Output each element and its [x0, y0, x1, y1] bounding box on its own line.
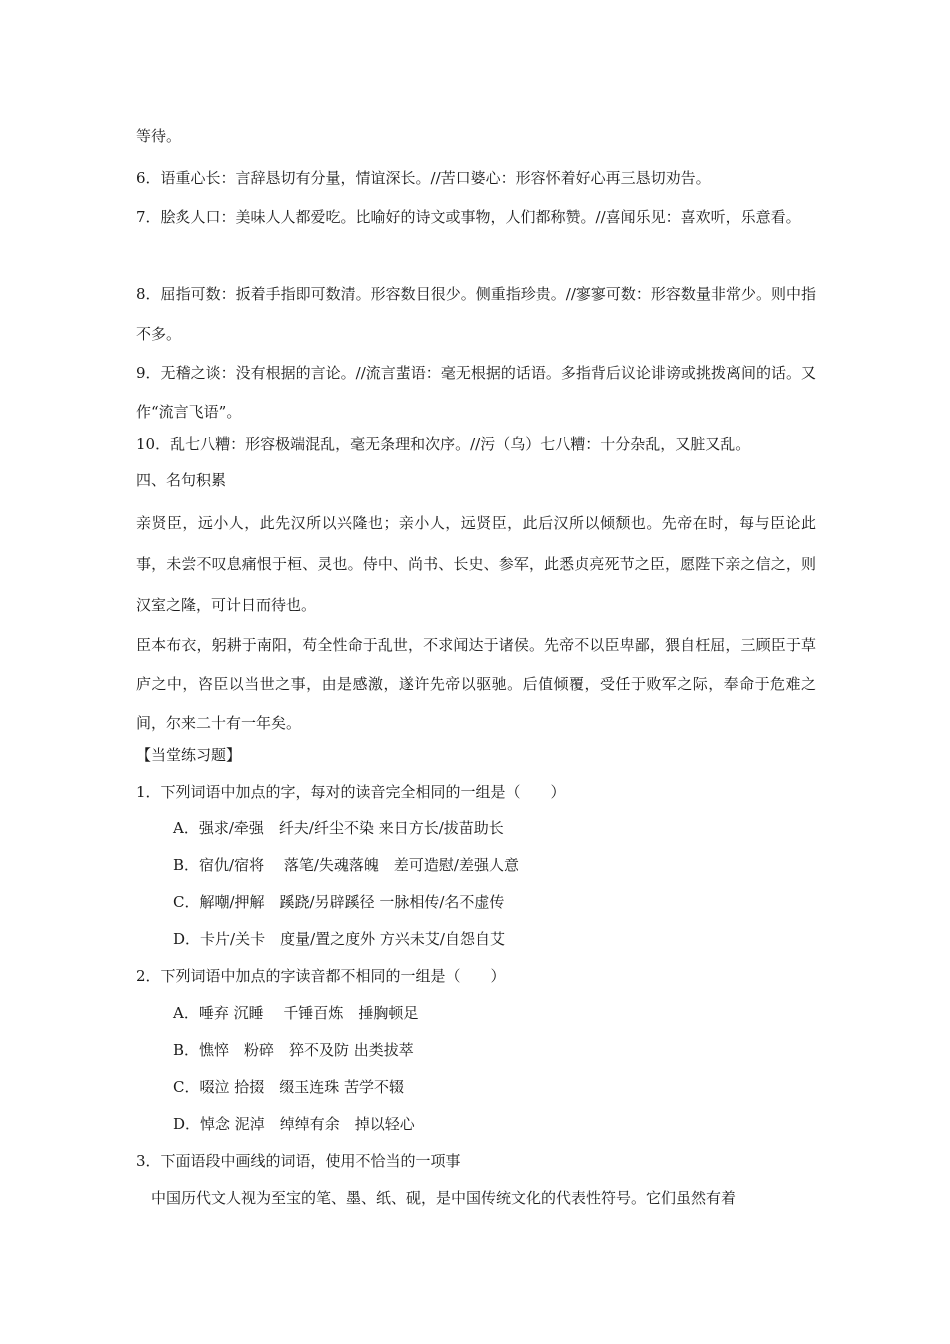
question-1-option-b: B．宿仇/宿将 落笔/失魂落魄 差可造慰/差强人意 [173, 856, 519, 874]
quote-paragraph-2: 臣本布衣，躬耕于南阳，苟全性命于乱世，不求闻达于诸侯。先帝不以臣卑鄙，猥自枉屈，三顾臣于草庐之中，咨臣以当世之事，由是感激，遂许先帝以驱驰。后值倾覆，受任于败军之际，奉命于危难之间，尔来二十有一年矣。 [136, 636, 816, 732]
question-1-option-d: D．卡片/关卡 度量/置之度外 方兴未艾/自怨自艾 [173, 930, 505, 948]
section-heading: 四、名句积累 [136, 471, 227, 489]
question-1-option-c: C．解嘲/押解 蹊跷/另辟蹊径 一脉相传/名不虚传 [173, 893, 505, 911]
question-1-stem: 1．下列词语中加点的字，每对的读音完全相同的一组是（ ） [136, 783, 566, 801]
question-2-option-a: A．唾弃 沉睡 千锤百炼 捶胸顿足 [173, 1004, 419, 1022]
idiom-item-10: 10．乱七八糟：形容极端混乱，毫无条理和次序。//污（乌）七八糟：十分杂乱，又脏又乱。 [136, 435, 751, 453]
document-page [136, 124, 816, 1216]
question-3-passage: 中国历代文人视为至宝的笔、墨、纸、砚，是中国传统文化的代表性符号。它们虽然有着 [151, 1189, 737, 1207]
idiom-item-7: 7．脍炙人口：美味人人都爱吃。比喻好的诗文或事物，人们都称赞。//喜闻乐见：喜欢听，乐意看。 [136, 208, 801, 226]
question-2-option-b: B．憔悴 粉碎 猝不及防 出类拔萃 [173, 1041, 414, 1059]
question-3-stem: 3．下面语段中画线的词语，使用不恰当的一项事 [136, 1152, 461, 1170]
question-2-stem: 2．下列词语中加点的字读音都不相同的一组是（ ） [136, 967, 506, 985]
idiom-item-9: 9．无稽之谈：没有根据的言论。//流言蜚语：毫无根据的话语。多指背后议论诽谤或挑拨离间的话。又作“流言飞语”。 [136, 364, 816, 421]
question-2-option-d: D．悼念 泥淖 绰绰有余 掉以轻心 [173, 1115, 415, 1133]
exercise-heading: 【当堂练习题】 [136, 746, 242, 764]
quote-paragraph-1: 亲贤臣，远小人，此先汉所以兴隆也；亲小人，远贤臣，此后汉所以倾颓也。先帝在时，每与臣论此事，未尝不叹息痛恨于桓、灵也。侍中、尚书、长史、参军，此悉贞亮死节之臣，愿陛下亲之信之，则汉室之隆，可计日而待也。 [136, 514, 816, 614]
idiom-item-6: 6．语重心长：言辞恳切有分量，情谊深长。//苦口婆心：形容怀着好心再三恳切劝告。 [136, 169, 711, 187]
text-line: 等待。 [136, 127, 182, 145]
idiom-item-8: 8．屈指可数：扳着手指即可数清。形容数目很少。侧重指珍贵。//寥寥可数：形容数量非常少。则中指不多。 [136, 285, 816, 343]
question-2-option-c: C．啜泣 拾掇 缀玉连珠 苦学不辍 [173, 1078, 405, 1096]
question-1-option-a: A．强求/牵强 纤夫/纤尘不染 来日方长/拔苗助长 [173, 819, 504, 837]
